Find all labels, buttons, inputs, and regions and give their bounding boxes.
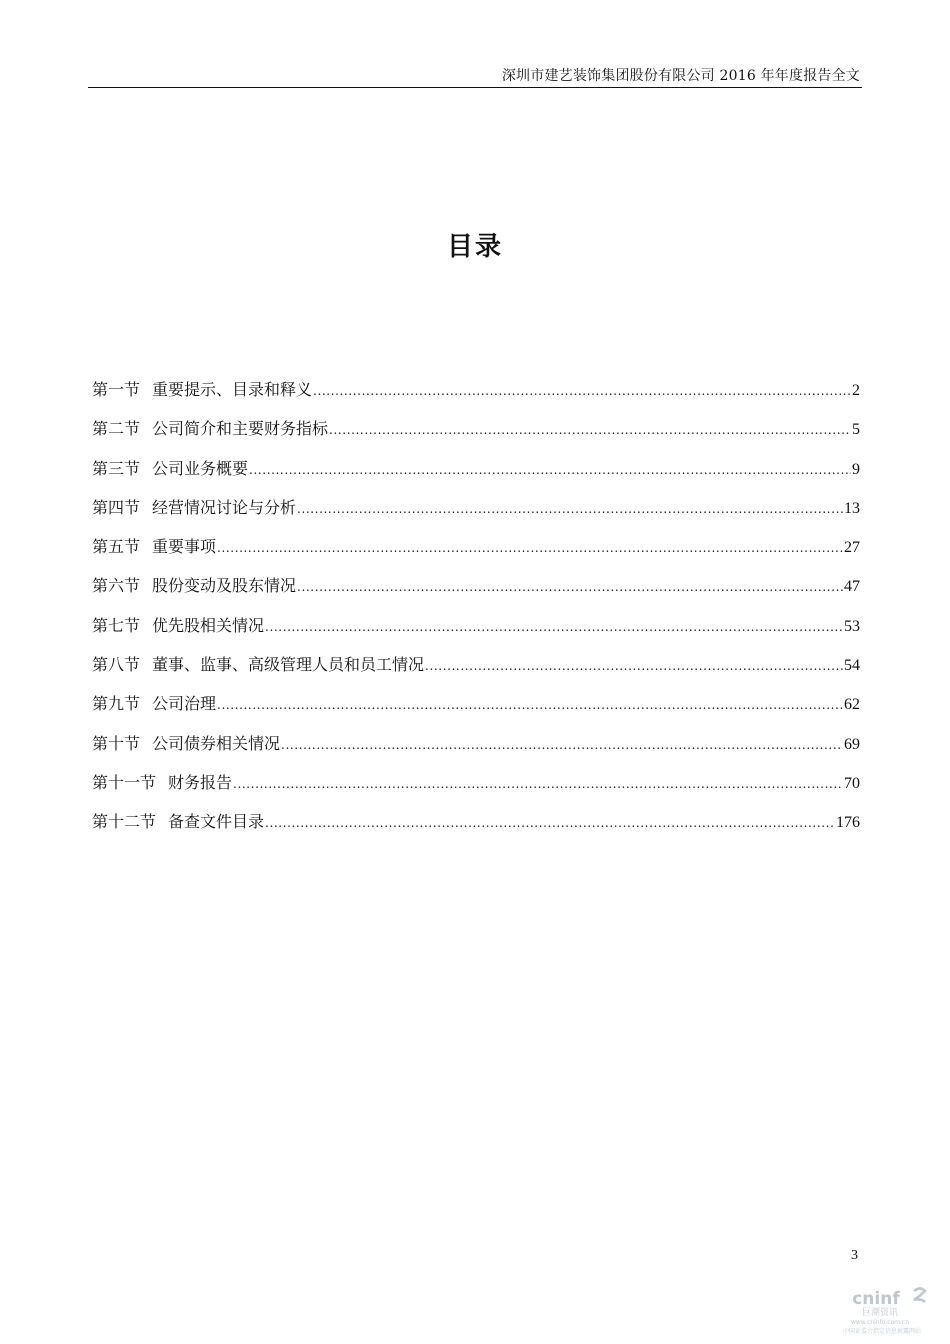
dot-leader — [249, 463, 851, 477]
toc-page-number: 62 — [844, 696, 860, 714]
toc-entry[interactable] — [92, 495, 860, 534]
toc-entry-title: 公司治理 — [152, 694, 217, 714]
watermark-url: www.cninfo.com.cn — [850, 1319, 910, 1326]
toc-section-number: 第一节 — [92, 380, 141, 399]
toc-entry[interactable] — [92, 534, 860, 573]
toc-entry[interactable] — [92, 770, 860, 809]
toc-section-number: 第三节 — [92, 458, 141, 478]
toc-entry-title: 股份变动及股东情况 — [152, 576, 297, 596]
toc-entry-title: 财务报告 — [168, 772, 233, 792]
toc-page-number: 2 — [852, 382, 860, 399]
toc-entry-title: 优先股相关情况 — [152, 615, 265, 635]
dot-leader — [329, 423, 851, 437]
dot-leader — [265, 620, 843, 634]
toc-section-number: 第四节 — [92, 497, 141, 517]
toc-entry-title: 董事、监事、高级管理人员和员工情况 — [152, 655, 425, 675]
toc-entry[interactable] — [92, 377, 860, 416]
dot-leader — [217, 698, 843, 712]
toc-section-number: 第十一节 — [92, 772, 157, 792]
cninfo-watermark-logo — [832, 1282, 932, 1338]
toc-entry-title: 备查文件目录 — [168, 812, 265, 832]
page-title: 目录 — [446, 232, 503, 262]
toc-section-number: 第六节 — [92, 576, 141, 596]
toc-page-number: 176 — [836, 814, 860, 832]
toc-entry-title: 公司债券相关情况 — [152, 733, 281, 753]
toc-section-number: 第五节 — [92, 537, 141, 557]
toc-page-number: 9 — [852, 460, 860, 478]
toc-section-number: 第七节 — [92, 615, 141, 635]
toc-section-number: 第九节 — [92, 694, 141, 714]
dot-leader — [265, 816, 835, 830]
dot-leader — [313, 384, 851, 398]
toc-entry-title: 公司业务概要 — [152, 458, 249, 478]
dot-leader — [425, 659, 843, 673]
page-number: 3 — [851, 1248, 858, 1263]
toc-entry-title: 公司简介和主要财务指标 — [152, 419, 329, 439]
toc-page-number: 70 — [844, 774, 860, 792]
toc-entry-title: 重要事项 — [152, 537, 217, 557]
dot-leader — [217, 541, 843, 555]
toc-section-number: 第十节 — [92, 733, 141, 753]
toc-entry-title: 经营情况讨论与分析 — [152, 497, 297, 517]
table-of-contents — [92, 377, 860, 849]
watermark-org: 中国证监会指定信息披露网站 — [842, 1328, 922, 1335]
toc-page-number: 27 — [844, 539, 860, 557]
dot-leader — [281, 738, 843, 752]
toc-entry[interactable] — [92, 416, 860, 455]
toc-page-number: 54 — [844, 657, 860, 675]
toc-page-number: 53 — [844, 617, 860, 635]
toc-entry[interactable] — [92, 652, 860, 691]
toc-page-number: 47 — [844, 578, 860, 596]
running-header: 深圳市建艺装饰集团股份有限公司 2016 年年度报告全文 — [501, 68, 860, 84]
toc-page-number: 13 — [844, 499, 860, 517]
toc-entry[interactable] — [92, 613, 860, 652]
dot-leader — [297, 580, 843, 594]
toc-entry-title: 重要提示、目录和释义 — [152, 380, 313, 399]
toc-entry[interactable] — [92, 809, 860, 848]
toc-page-number: 69 — [844, 735, 860, 753]
toc-entry[interactable] — [92, 573, 860, 612]
toc-section-number: 第二节 — [92, 419, 141, 439]
toc-entry[interactable] — [92, 731, 860, 770]
watermark-brand: cninf — [852, 1289, 900, 1309]
watermark-swirl-icon — [914, 1289, 925, 1303]
toc-section-number: 第十二节 — [92, 812, 157, 832]
toc-page-number: 5 — [852, 421, 860, 439]
header-rule — [88, 87, 862, 88]
watermark-name: 巨潮资讯 — [861, 1308, 899, 1318]
toc-section-number: 第八节 — [92, 655, 141, 675]
toc-entry[interactable] — [92, 691, 860, 730]
dot-leader — [297, 502, 843, 516]
toc-entry[interactable] — [92, 456, 860, 495]
dot-leader — [233, 777, 843, 791]
